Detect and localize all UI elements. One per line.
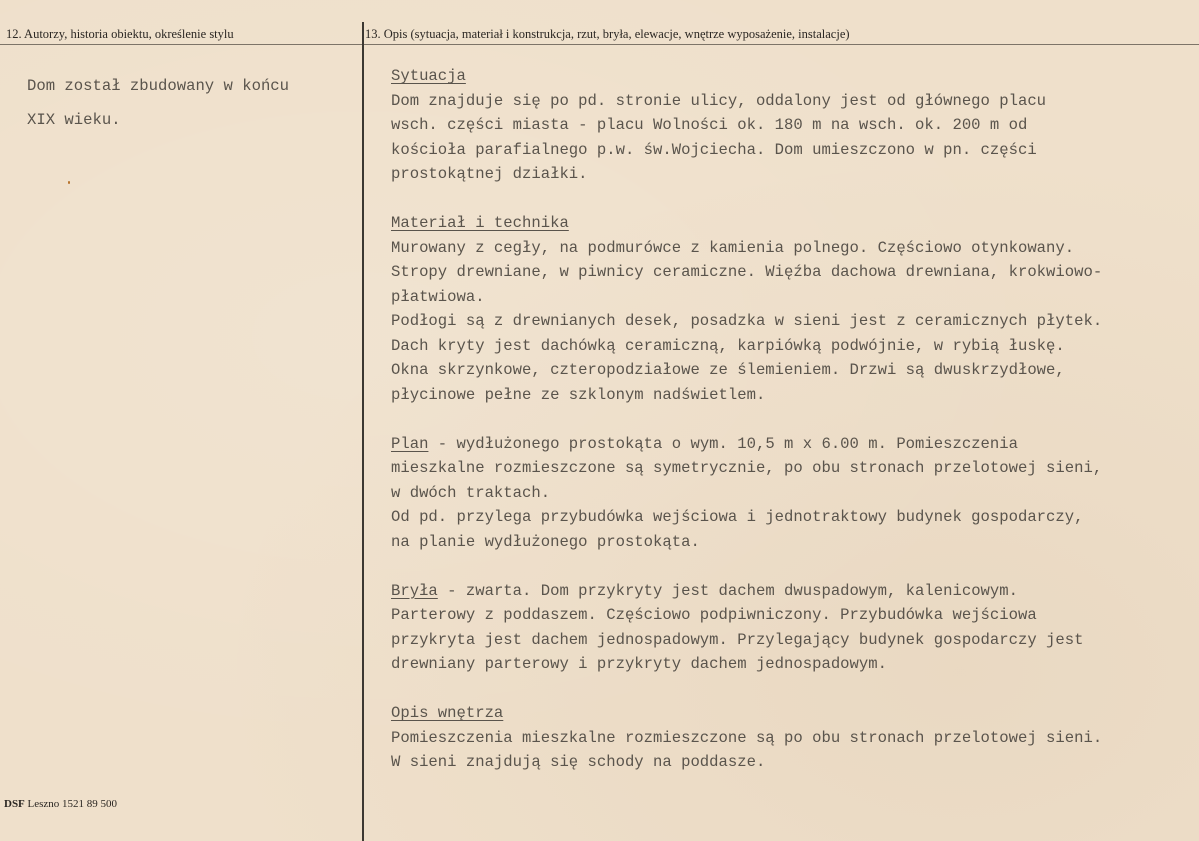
section-title: Bryła bbox=[391, 581, 438, 600]
footer-brand: DSF bbox=[4, 798, 25, 810]
section-sytuacja bbox=[391, 64, 1102, 187]
section-title: Opis wnętrza bbox=[391, 704, 504, 722]
left-line: Dom został zbudowany w końcu bbox=[27, 77, 290, 95]
text-line: Parterowy z poddaszem. Częściowo podpiwniczony. Przybudówka wejściowa bbox=[391, 606, 1037, 624]
section-title-suffix: - wydłużonego prostokąta o wym. 10,5 m x 6.00 m. Pomieszczenia bbox=[428, 434, 1018, 453]
text-line: w dwóch traktach. bbox=[391, 483, 551, 502]
column-divider bbox=[362, 22, 364, 841]
section-title: Materiał i technika bbox=[391, 214, 569, 232]
text-line: płycinowe pełne ze szklonym nadświetlem. bbox=[391, 385, 766, 404]
section-title: Plan bbox=[391, 434, 429, 453]
text-line: kościoła parafialnego p.w. św.Wojciecha. Dom umieszczono w pn. części bbox=[391, 140, 1037, 159]
section-bryla bbox=[391, 579, 1102, 677]
footer-text: Leszno 1521 89 500 bbox=[27, 798, 118, 810]
text-line: Pomieszczenia mieszkalne rozmieszczone są po obu stronach przelotowej sieni. bbox=[391, 728, 1103, 747]
header-col12: 12. Autorzy, historia obiektu, określenie stylu bbox=[6, 27, 234, 41]
text-line: na planie wydłużonego prostokąta. bbox=[391, 532, 700, 551]
section-title-suffix: - zwarta. Dom przykryty jest dachem dwuspadowym, kalenicowym. bbox=[437, 581, 1018, 600]
text-line: Murowany z cegły, na podmurówce z kamienia polnego. Częściowo otynkowany. bbox=[391, 238, 1075, 257]
text-line: Dom znajduje się po pd. stronie ulicy, oddalony jest od głównego placu bbox=[391, 91, 1047, 110]
text-line: Stropy drewniane, w piwnicy ceramiczne. Więźba dachowa drewniana, krokwiowo- bbox=[391, 263, 1103, 281]
section-title: Sytuacja bbox=[391, 67, 466, 85]
section-opis-wnetrza bbox=[391, 701, 1102, 775]
text-line: Okna skrzynkowe, czteropodziałowe ze ślemieniem. Drzwi są dwuskrzydłowe, bbox=[391, 361, 1065, 379]
description-text bbox=[391, 64, 1102, 799]
text-line: przykryta jest dachem jednospadowym. Przylegający budynek gospodarczy jest bbox=[391, 630, 1084, 649]
text-line: Podłogi są z drewnianych desek, posadzka w sieni jest z ceramicznych płytek. bbox=[391, 312, 1103, 330]
text-line: Od pd. przylega przybudówka wejściowa i jednotraktowy budynek gospodarczy, bbox=[391, 508, 1084, 526]
section-plan bbox=[391, 432, 1102, 555]
text-line: Dach kryty jest dachówką ceramiczną, karpiówką podwójnie, w rybią łuskę. bbox=[391, 336, 1065, 355]
authors-history-text bbox=[27, 69, 289, 137]
text-line: mieszkalne rozmieszczone są symetrycznie, po obu stronach przelotowej sieni, bbox=[391, 459, 1103, 477]
text-line: prostokątnej działki. bbox=[391, 165, 588, 183]
header-rule bbox=[0, 44, 1199, 45]
header-col13: 13. Opis (sytuacja, materiał i konstrukcja, rzut, bryła, elewacje, wnętrze wyposażenie, instalacje) bbox=[365, 27, 850, 41]
text-line: drewniany parterowy i przykryty dachem jednospadowym. bbox=[391, 655, 887, 673]
section-material bbox=[391, 211, 1102, 407]
left-line: XIX wieku. bbox=[27, 111, 121, 129]
text-line: wsch. części miasta - placu Wolności ok. 180 m na wsch. ok. 200 m od bbox=[391, 116, 1028, 134]
text-line: płatwiowa. bbox=[391, 287, 485, 306]
ink-mark bbox=[68, 181, 70, 184]
text-line: W sieni znajdują się schody na poddasze. bbox=[391, 753, 766, 771]
form-footer bbox=[4, 798, 117, 810]
